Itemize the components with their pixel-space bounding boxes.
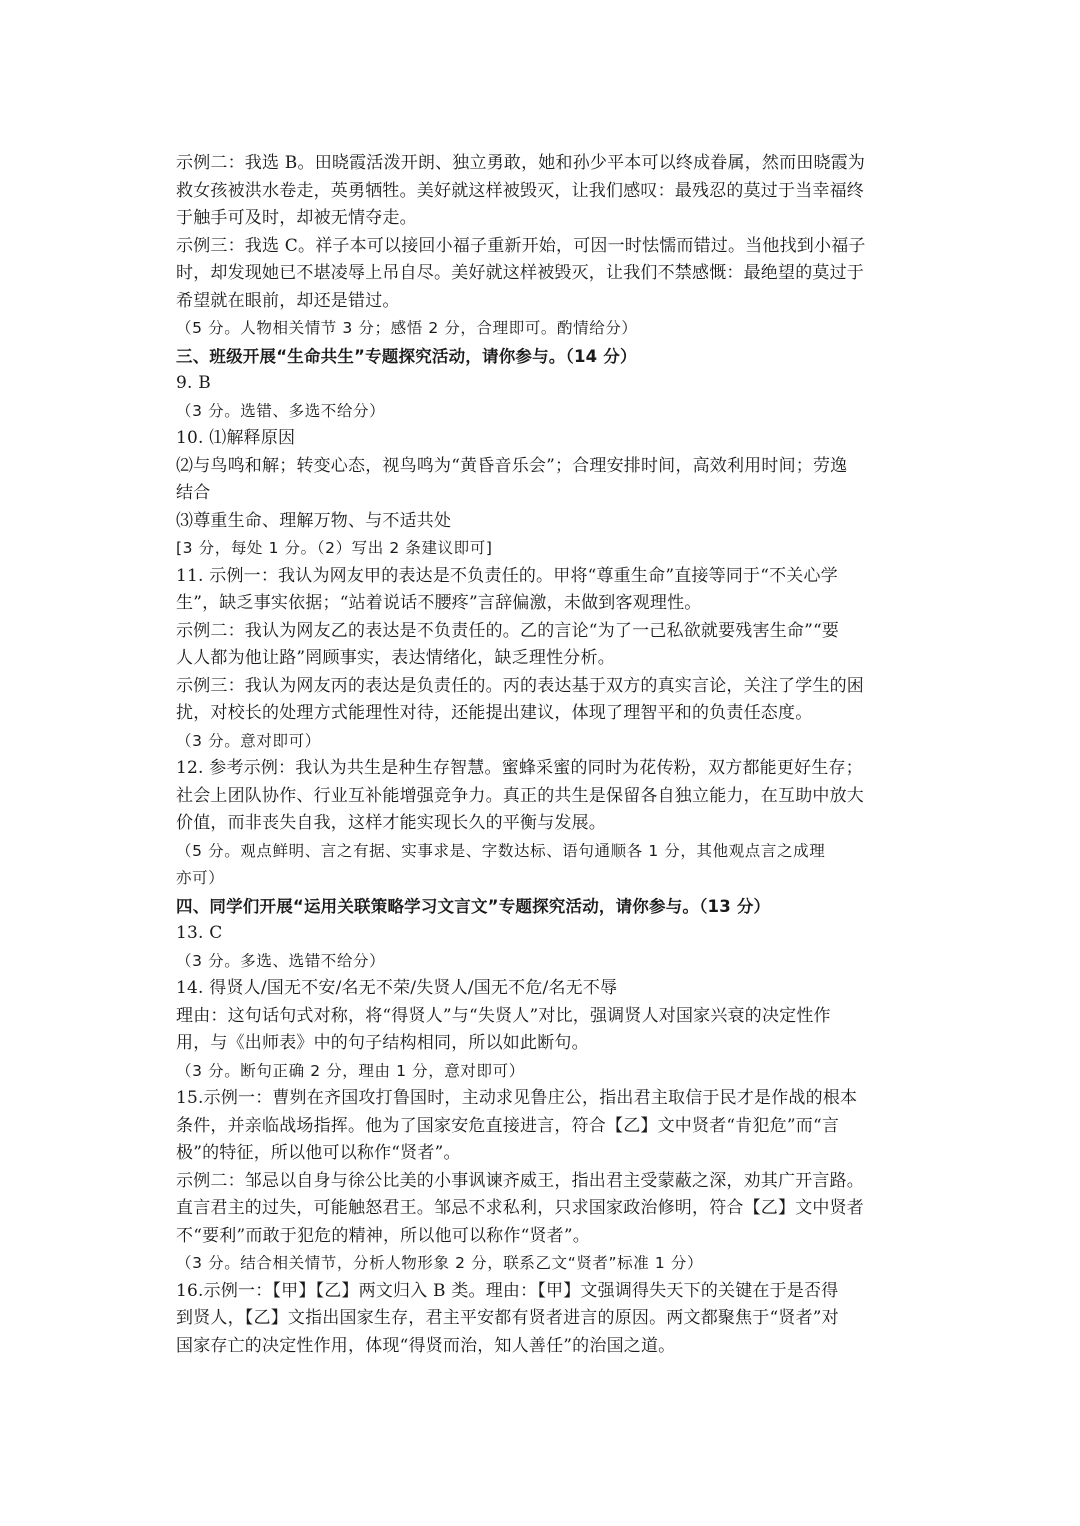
text-line: 示例三：我选 C。祥子本可以接回小福子重新开始，可因一时怯懦而错过。当他找到小福子 [176, 235, 866, 256]
text-line: 希望就在眼前，却还是错过。 [176, 290, 400, 311]
scoring-note: （3 分。多选、选错不给分） [176, 951, 386, 970]
text-line: 理由：这句话句式对称，将“得贤人”与“失贤人”对比，强调贤人对国家兴衰的决定性作 [176, 1005, 831, 1026]
scoring-note: [3 分，每处 1 分。（2）写出 2 条建议即可] [176, 539, 493, 557]
scoring-note: 亦可） [176, 869, 225, 887]
scoring-note: （5 分。观点鲜明、言之有据、实事求是、字数达标、语句通顺各 1 分，其他观点言之成理 [176, 841, 826, 860]
text-line: 价值，而非丧失自我，这样才能实现长久的平衡与发展。 [176, 813, 606, 833]
text-line: 13. C [176, 923, 223, 943]
text-line: 人人都为他让路”罔顾事实，表达情绪化，缺乏理性分析。 [176, 648, 615, 668]
text-line: 直言君主的过失，可能触怒君王。邹忌不求私利，只求国家政治修明，符合【乙】文中贤者 [176, 1198, 864, 1218]
text-line: 救女孩被洪水卷走，英勇牺牲。美好就这样被毁灭，让我们感叹：最残忍的莫过于当幸福终 [176, 180, 864, 201]
text-line: 11. 示例一：我认为网友甲的表达是不负责任的。甲将“尊重生命”直接等同于“不关心学 [176, 565, 838, 586]
text-line: 用，与《出师表》中的句子结构相同，所以如此断句。 [176, 1033, 589, 1053]
text-line: 15.示例一：曹刿在齐国攻打鲁国时，主动求见鲁庄公，指出君主取信于民才是作战的根本 [176, 1088, 858, 1108]
text-line: 示例三：我认为网友丙的表达是负责任的。丙的表达基于双方的真实言论，关注了学生的困 [176, 675, 864, 696]
section-heading: 三、班级开展“生命共生”专题探究活动，请你参与。（14 分） [176, 346, 637, 366]
answer-key-text [176, 150, 911, 1360]
text-line: ⑵与鸟鸣和解；转变心态，视鸟鸣为“黄昏音乐会”；合理安排时间，高效利用时间；劳逸 [176, 455, 848, 476]
text-line: 12. 参考示例：我认为共生是种生存智慧。蜜蜂采蜜的同时为花传粉，双方都能更好生存； [176, 758, 863, 778]
text-line: 16.示例一：【甲】【乙】两文归入 B 类。理由：【甲】文强调得失天下的关键在于是否得 [176, 1280, 839, 1301]
scoring-note: （3 分。结合相关情节，分析人物形象 2 分，联系乙文“贤者”标准 1 分） [176, 1254, 704, 1272]
text-line: 社会上团队协作、行业互补能增强竞争力。真正的共生是保留各自独立能力，在互助中放大 [176, 785, 864, 806]
text-line: 到贤人，【乙】文指出国家生存，君主平安都有贤者进言的原因。两文都聚焦于“贤者”对 [176, 1308, 839, 1328]
text-line: 于触手可及时，却被无情夺走。 [176, 208, 417, 228]
scoring-note: （3 分。断句正确 2 分，理由 1 分，意对即可） [176, 1061, 525, 1080]
text-line: 极”的特征，所以他可以称作“贤者”。 [176, 1143, 461, 1163]
scoring-note: （3 分。选错、多选不给分） [176, 401, 386, 420]
scoring-note: （5 分。人物相关情节 3 分；感悟 2 分，合理即可。酌情给分） [176, 319, 638, 337]
text-line: 生”，缺乏事实依据；“站着说话不腰疼”言辞偏激，未做到客观理性。 [176, 593, 702, 613]
text-line: 结合 [176, 483, 211, 503]
text-line: 时，却发现她已不堪凌辱上吊自尽。美好就这样被毁灭，让我们不禁感慨：最绝望的莫过于 [176, 263, 864, 283]
scoring-note: （3 分。意对即可） [176, 731, 321, 750]
text-line: 14. 得贤人/国无不安/名无不荣/失贤人/国无不危/名无不辱 [176, 978, 618, 998]
text-line: 扰，对校长的处理方式能理性对待，还能提出建议，体现了理智平和的负责任态度。 [176, 703, 813, 723]
text-line: 条件，并亲临战场指挥。他为了国家安危直接进言，符合【乙】文中贤者“肯犯危”而“言 [176, 1115, 840, 1136]
text-line: 示例二：邹忌以自身与徐公比美的小事讽谏齐威王，指出君主受蒙蔽之深，劝其广开言路。 [176, 1170, 864, 1191]
text-line: 示例二：我认为网友乙的表达是不负责任的。乙的言论“为了一己私欲就要残害生命”“要 [176, 620, 840, 641]
section-heading: 四、同学们开展“运用关联策略学习文言文”专题探究活动，请你参与。（13 分） [176, 896, 771, 916]
text-line: 国家存亡的决定性作用，体现“得贤而治，知人善任”的治国之道。 [176, 1335, 676, 1356]
text-line: 9. B [176, 373, 211, 393]
text-line: 不“要利”而敢于犯危的精神，所以他可以称作“贤者”。 [176, 1225, 590, 1246]
text-line: ⑶尊重生命、理解万物、与不适共处 [176, 510, 452, 531]
text-line: 示例二：我选 B。田晓霞活泼开朗、独立勇敢，她和孙少平本可以终成眷属，然而田晓霞为 [176, 153, 866, 173]
text-line: 10. ⑴解释原因 [176, 428, 296, 448]
